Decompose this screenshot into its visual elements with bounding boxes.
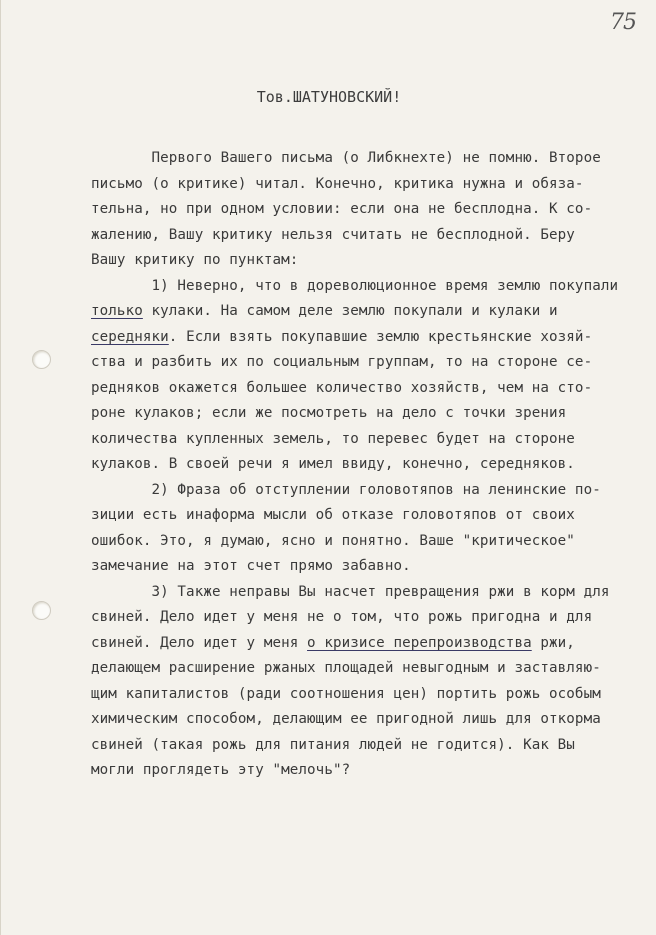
text-segment: 2) Фраза об отступлении головотяпов на ленинские по- [91,481,601,498]
text-line [91,605,631,631]
text-segment: кулаков. В своей речи я имел ввиду, конечно, середняков. [91,456,575,472]
text-line [91,707,631,733]
text-line [91,503,631,529]
page-number: 75 [610,10,636,35]
text-segment: письмо (о критике) читал. Конечно, критика нужна и обяза- [91,175,584,192]
text-line [91,146,631,172]
text-segment: количества купленных земель, то перевес будет на стороне [91,430,575,447]
text-line [91,580,631,606]
text-segment: роне кулаков; если же посмотреть на дело с точки зрения [91,405,567,421]
text-segment: ошибок. Это, я думаю, ясно и понятно. Ваше "критическое" [91,532,575,549]
punch-hole-top [32,350,51,369]
underlined-text: только [91,303,143,319]
text-line [91,631,631,657]
text-line [91,529,631,555]
text-line [91,223,631,249]
text-segment: Вашу критику по пунктам: [91,252,299,268]
text-line [91,733,631,759]
text-segment: могли проглядеть эту "мелочь"? [91,762,351,778]
text-segment: свиней. Дело идет у меня [91,634,308,651]
text-line [91,299,631,325]
text-segment: зиции есть инаформа мысли об отказе головотяпов от своих [91,507,575,523]
underlined-text: середняки [91,328,169,345]
text-line [91,452,631,478]
text-segment: 1) Неверно, что в дореволюционное время землю покупали [91,277,619,294]
text-line [91,656,631,682]
text-segment: замечание на этот счет прямо забавно. [91,558,411,574]
salutation: Тов.ШАТУНОВСКИЙ! [256,88,402,106]
text-line [91,325,631,351]
text-line [91,248,631,274]
text-line [91,427,631,453]
letter-body [91,146,631,784]
text-segment: . Если взять покупавшие землю крестьянские хозяй- [168,328,593,345]
text-line [91,401,631,427]
underlined-text: о кризисе перепроизводства [307,634,532,651]
text-segment: тельна, но при одном условии: если она не бесплодна. К со- [91,201,593,217]
text-segment: 3) Также неправы Вы насчет превращения ржи в корм для [91,583,610,600]
text-line [91,682,631,708]
text-line [91,172,631,198]
text-line [91,376,631,402]
punch-hole-bottom [32,601,51,620]
text-segment: ства и разбить их по социальным группам, то на стороне се- [91,354,593,370]
text-line [91,554,631,580]
text-segment: жалению, Вашу критику нельзя считать не бесплодной. Беру [91,226,575,243]
text-segment: свиней. Дело идет у меня не о том, что рожь пригодна и для [91,609,593,625]
text-segment: щим капиталистов (ради соотношения цен) портить рожь особым [91,685,601,702]
text-line [91,197,631,223]
text-segment: свиней (такая рожь для питания людей не годится). Как Вы [91,736,575,753]
text-segment: делающем расширение ржаных площадей невыгодным и заставляю- [91,660,601,676]
text-segment: химическим способом, делающим ее пригодной лишь для откорма [91,711,601,727]
text-line [91,274,631,300]
text-line [91,758,631,784]
text-line [91,350,631,376]
text-segment: кулаки. На самом деле землю покупали и кулаки и [142,303,558,319]
text-line [91,478,631,504]
text-segment: редняков окажется большее количество хозяйств, чем на сто- [91,379,593,396]
text-segment: ржи, [531,634,575,651]
text-segment: Первого Вашего письма (о Либкнехте) не помню. Второе [91,150,601,166]
